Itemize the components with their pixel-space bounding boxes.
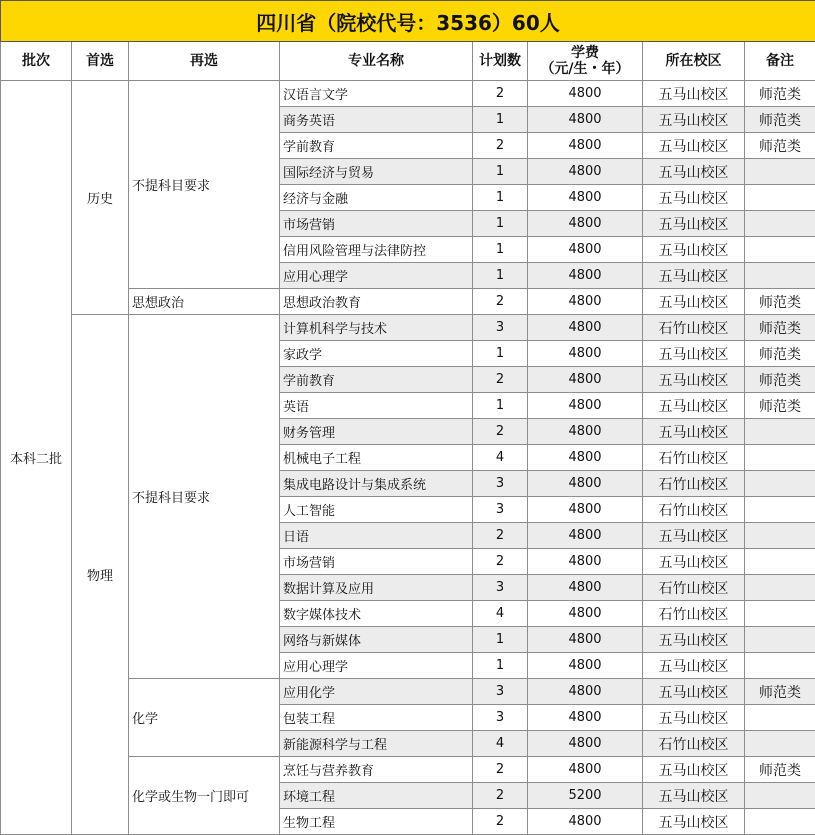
tuition-cell: 4800 bbox=[528, 445, 643, 471]
header-batch: 批次 bbox=[1, 42, 72, 81]
major-cell: 国际经济与贸易 bbox=[280, 159, 473, 185]
note-cell bbox=[745, 237, 815, 263]
major-cell: 日语 bbox=[280, 523, 473, 549]
batch-cell: 本科二批 bbox=[1, 81, 72, 835]
note-cell bbox=[745, 809, 815, 835]
plan-count-cell: 1 bbox=[473, 263, 528, 289]
note-cell bbox=[745, 575, 815, 601]
tuition-cell: 4800 bbox=[528, 757, 643, 783]
plan-count-cell: 1 bbox=[473, 185, 528, 211]
plan-count-cell: 2 bbox=[473, 783, 528, 809]
campus-cell: 五马山校区 bbox=[643, 237, 745, 263]
tuition-cell: 4800 bbox=[528, 653, 643, 679]
campus-cell: 五马山校区 bbox=[643, 653, 745, 679]
major-cell: 商务英语 bbox=[280, 107, 473, 133]
second-choice-cell: 思想政治 bbox=[129, 289, 280, 315]
plan-count-cell: 3 bbox=[473, 679, 528, 705]
plan-count-cell: 2 bbox=[473, 809, 528, 835]
note-cell bbox=[745, 159, 815, 185]
note-cell bbox=[745, 783, 815, 809]
plan-count-cell: 1 bbox=[473, 341, 528, 367]
header-second-choice: 再选 bbox=[129, 42, 280, 81]
tuition-cell: 4800 bbox=[528, 107, 643, 133]
header-tuition bbox=[528, 42, 643, 81]
second-choice-cell: 化学 bbox=[129, 679, 280, 757]
first-choice-cell: 历史 bbox=[72, 81, 129, 315]
major-cell: 家政学 bbox=[280, 341, 473, 367]
major-cell: 计算机科学与技术 bbox=[280, 315, 473, 341]
plan-count-cell: 1 bbox=[473, 653, 528, 679]
major-cell: 数字媒体技术 bbox=[280, 601, 473, 627]
plan-count-cell: 3 bbox=[473, 471, 528, 497]
header-tuition-line1: 学费 bbox=[571, 45, 599, 61]
tuition-cell: 5200 bbox=[528, 783, 643, 809]
note-cell bbox=[745, 263, 815, 289]
plan-count-cell: 2 bbox=[473, 523, 528, 549]
note-cell bbox=[745, 549, 815, 575]
note-cell: 师范类 bbox=[745, 133, 815, 159]
major-cell: 包装工程 bbox=[280, 705, 473, 731]
tuition-cell: 4800 bbox=[528, 549, 643, 575]
note-cell: 师范类 bbox=[745, 757, 815, 783]
plan-count-cell: 3 bbox=[473, 705, 528, 731]
note-cell: 师范类 bbox=[745, 107, 815, 133]
campus-cell: 五马山校区 bbox=[643, 81, 745, 107]
campus-cell: 五马山校区 bbox=[643, 107, 745, 133]
major-cell: 应用化学 bbox=[280, 679, 473, 705]
note-cell: 师范类 bbox=[745, 393, 815, 419]
plan-count-cell: 3 bbox=[473, 497, 528, 523]
campus-cell: 五马山校区 bbox=[643, 211, 745, 237]
plan-count-cell: 2 bbox=[473, 81, 528, 107]
note-cell bbox=[745, 653, 815, 679]
note-cell bbox=[745, 419, 815, 445]
plan-count-cell: 1 bbox=[473, 159, 528, 185]
campus-cell: 五马山校区 bbox=[643, 705, 745, 731]
note-cell bbox=[745, 601, 815, 627]
tuition-cell: 4800 bbox=[528, 471, 643, 497]
tuition-cell: 4800 bbox=[528, 237, 643, 263]
campus-cell: 五马山校区 bbox=[643, 393, 745, 419]
tuition-cell: 4800 bbox=[528, 341, 643, 367]
plan-count-cell: 2 bbox=[473, 367, 528, 393]
campus-cell: 石竹山校区 bbox=[643, 601, 745, 627]
tuition-cell: 4800 bbox=[528, 601, 643, 627]
major-cell: 机械电子工程 bbox=[280, 445, 473, 471]
major-cell: 数据计算及应用 bbox=[280, 575, 473, 601]
tuition-cell: 4800 bbox=[528, 289, 643, 315]
plan-count-cell: 1 bbox=[473, 393, 528, 419]
campus-cell: 五马山校区 bbox=[643, 341, 745, 367]
campus-cell: 五马山校区 bbox=[643, 523, 745, 549]
note-cell bbox=[745, 445, 815, 471]
campus-cell: 五马山校区 bbox=[643, 185, 745, 211]
second-choice-cell: 不提科目要求 bbox=[129, 315, 280, 679]
major-cell: 生物工程 bbox=[280, 809, 473, 835]
note-cell: 师范类 bbox=[745, 315, 815, 341]
note-cell bbox=[745, 185, 815, 211]
major-cell: 信用风险管理与法律防控 bbox=[280, 237, 473, 263]
plan-count-cell: 1 bbox=[473, 237, 528, 263]
note-cell: 师范类 bbox=[745, 367, 815, 393]
plan-count-cell: 2 bbox=[473, 419, 528, 445]
note-cell: 师范类 bbox=[745, 289, 815, 315]
campus-cell: 五马山校区 bbox=[643, 159, 745, 185]
major-cell: 集成电路设计与集成系统 bbox=[280, 471, 473, 497]
major-cell: 汉语言文学 bbox=[280, 81, 473, 107]
plan-count-cell: 2 bbox=[473, 757, 528, 783]
tuition-cell: 4800 bbox=[528, 393, 643, 419]
table-row bbox=[1, 315, 815, 341]
second-choice-cell: 不提科目要求 bbox=[129, 81, 280, 289]
plan-count-cell: 2 bbox=[473, 289, 528, 315]
note-cell: 师范类 bbox=[745, 679, 815, 705]
table-row bbox=[1, 81, 815, 107]
major-cell: 烹饪与营养教育 bbox=[280, 757, 473, 783]
major-cell: 思想政治教育 bbox=[280, 289, 473, 315]
campus-cell: 五马山校区 bbox=[643, 627, 745, 653]
second-choice-cell: 化学或生物一门即可 bbox=[129, 757, 280, 835]
header-campus: 所在校区 bbox=[643, 42, 745, 81]
major-cell: 市场营销 bbox=[280, 549, 473, 575]
tuition-cell: 4800 bbox=[528, 523, 643, 549]
campus-cell: 五马山校区 bbox=[643, 809, 745, 835]
header-major: 专业名称 bbox=[280, 42, 473, 81]
campus-cell: 五马山校区 bbox=[643, 757, 745, 783]
header-tuition-line2: （元/生・年） bbox=[540, 61, 630, 77]
tuition-cell: 4800 bbox=[528, 419, 643, 445]
tuition-cell: 4800 bbox=[528, 679, 643, 705]
tuition-cell: 4800 bbox=[528, 367, 643, 393]
campus-cell: 五马山校区 bbox=[643, 263, 745, 289]
plan-count-cell: 2 bbox=[473, 549, 528, 575]
major-cell: 财务管理 bbox=[280, 419, 473, 445]
note-cell bbox=[745, 523, 815, 549]
campus-cell: 五马山校区 bbox=[643, 289, 745, 315]
note-cell bbox=[745, 705, 815, 731]
plan-count-cell: 1 bbox=[473, 211, 528, 237]
campus-cell: 石竹山校区 bbox=[643, 445, 745, 471]
plan-count-cell: 3 bbox=[473, 315, 528, 341]
plan-count-cell: 3 bbox=[473, 575, 528, 601]
note-cell bbox=[745, 497, 815, 523]
title-row bbox=[1, 1, 815, 42]
tuition-cell: 4800 bbox=[528, 263, 643, 289]
major-cell: 英语 bbox=[280, 393, 473, 419]
campus-cell: 五马山校区 bbox=[643, 549, 745, 575]
campus-cell: 五马山校区 bbox=[643, 783, 745, 809]
header-note: 备注 bbox=[745, 42, 815, 81]
campus-cell: 石竹山校区 bbox=[643, 731, 745, 757]
major-cell: 网络与新媒体 bbox=[280, 627, 473, 653]
tuition-cell: 4800 bbox=[528, 185, 643, 211]
campus-cell: 五马山校区 bbox=[643, 679, 745, 705]
plan-count-cell: 1 bbox=[473, 627, 528, 653]
note-cell bbox=[745, 471, 815, 497]
major-cell: 人工智能 bbox=[280, 497, 473, 523]
campus-cell: 石竹山校区 bbox=[643, 315, 745, 341]
note-cell: 师范类 bbox=[745, 81, 815, 107]
campus-cell: 五马山校区 bbox=[643, 367, 745, 393]
tuition-cell: 4800 bbox=[528, 627, 643, 653]
campus-cell: 五马山校区 bbox=[643, 133, 745, 159]
campus-cell: 石竹山校区 bbox=[643, 471, 745, 497]
major-cell: 应用心理学 bbox=[280, 263, 473, 289]
major-cell: 经济与金融 bbox=[280, 185, 473, 211]
plan-count-cell: 4 bbox=[473, 601, 528, 627]
table-title: 四川省（院校代号：3536）60人 bbox=[1, 1, 815, 42]
tuition-cell: 4800 bbox=[528, 575, 643, 601]
major-cell: 应用心理学 bbox=[280, 653, 473, 679]
tuition-cell: 4800 bbox=[528, 81, 643, 107]
tuition-cell: 4800 bbox=[528, 705, 643, 731]
plan-count-cell: 4 bbox=[473, 445, 528, 471]
tuition-cell: 4800 bbox=[528, 315, 643, 341]
plan-count-cell: 4 bbox=[473, 731, 528, 757]
note-cell bbox=[745, 731, 815, 757]
tuition-cell: 4800 bbox=[528, 133, 643, 159]
major-cell: 学前教育 bbox=[280, 367, 473, 393]
plan-count-cell: 1 bbox=[473, 107, 528, 133]
major-cell: 市场营销 bbox=[280, 211, 473, 237]
header-row bbox=[1, 42, 815, 81]
tuition-cell: 4800 bbox=[528, 731, 643, 757]
tuition-cell: 4800 bbox=[528, 809, 643, 835]
header-plan-count: 计划数 bbox=[473, 42, 528, 81]
campus-cell: 石竹山校区 bbox=[643, 575, 745, 601]
header-first-choice: 首选 bbox=[72, 42, 129, 81]
major-cell: 新能源科学与工程 bbox=[280, 731, 473, 757]
note-cell bbox=[745, 211, 815, 237]
major-cell: 学前教育 bbox=[280, 133, 473, 159]
campus-cell: 五马山校区 bbox=[643, 419, 745, 445]
plan-count-cell: 2 bbox=[473, 133, 528, 159]
note-cell: 师范类 bbox=[745, 341, 815, 367]
major-cell: 环境工程 bbox=[280, 783, 473, 809]
tuition-cell: 4800 bbox=[528, 497, 643, 523]
tuition-cell: 4800 bbox=[528, 211, 643, 237]
tuition-cell: 4800 bbox=[528, 159, 643, 185]
note-cell bbox=[745, 627, 815, 653]
first-choice-cell: 物理 bbox=[72, 315, 129, 835]
campus-cell: 石竹山校区 bbox=[643, 497, 745, 523]
